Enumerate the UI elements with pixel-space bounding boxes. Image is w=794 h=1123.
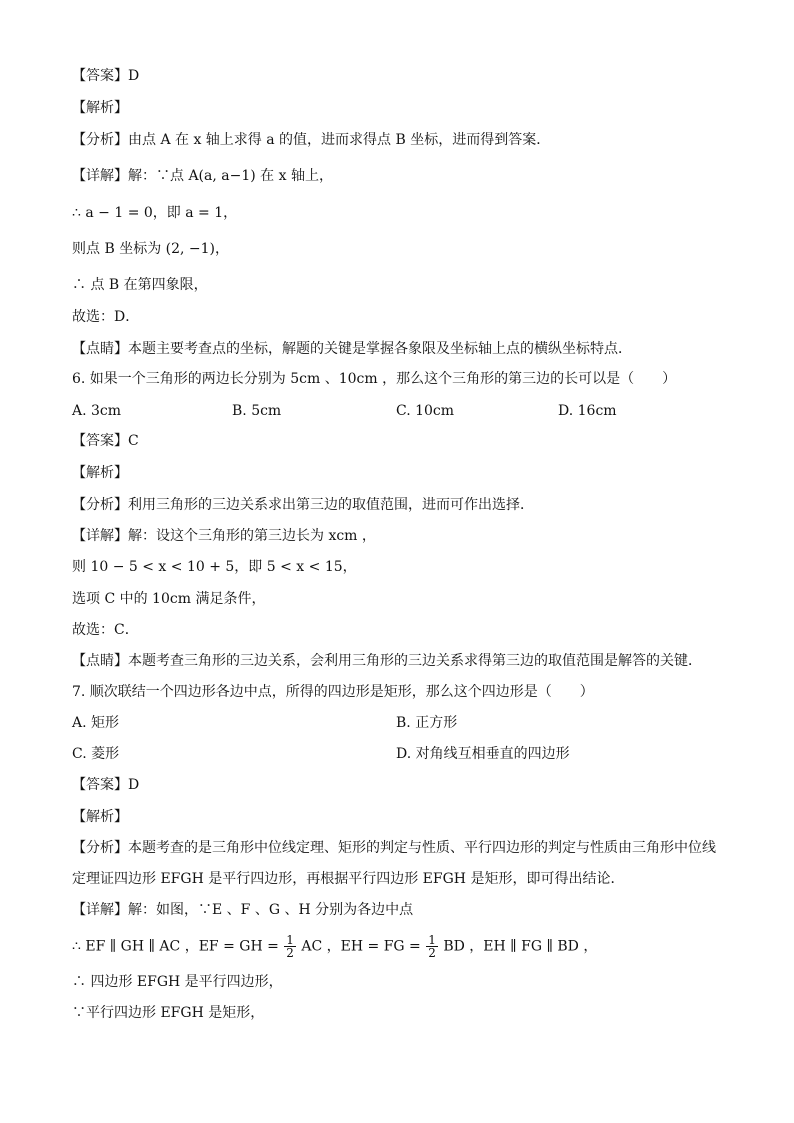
fraction-denominator: 2 xyxy=(428,946,436,960)
q6-comment: 【点睛】本题考查三角形的三边关系，会利用三角形的三边关系求得第三边的取值范围是解答的关键． xyxy=(72,653,702,669)
q6-question: 6. 如果一个三角形的两边长分别为 5cm 、10cm ，那么这个三角形的第三边的长可以是（ ） xyxy=(72,371,677,387)
q7-detail-2 xyxy=(72,934,597,959)
q6-choice: 故选：C． xyxy=(72,622,139,638)
q7-answer: 【答案】D xyxy=(72,777,140,793)
q5-choice: 故选：D． xyxy=(72,309,140,325)
q7-detail-4: ∵平行四边形 EFGH 是矩形， xyxy=(72,1005,265,1021)
q5-answer: 【答案】D xyxy=(72,68,140,84)
q5-detail-1: 【详解】解：∵点 A(a, a−1) 在 x 轴上， xyxy=(72,168,333,184)
fraction-denominator: 2 xyxy=(286,946,294,960)
fraction-half-1 xyxy=(284,934,296,959)
q5-detail-2: ∴ a − 1 = 0，即 a = 1， xyxy=(72,205,238,221)
q7-detail-2-part-b: AC ，EH = FG = xyxy=(301,938,421,955)
q7-analysis-1: 【分析】本题考查的是三角形中位线定理、矩形的判定与性质、平行四边形的判定与性质由三角形中位线 xyxy=(72,840,716,856)
q6-option-c: C. 10cm xyxy=(396,403,455,419)
fraction-numerator: 1 xyxy=(428,933,436,947)
q5-comment: 【点睛】本题主要考查点的坐标，解题的关键是掌握各象限及坐标轴上点的横纵坐标特点． xyxy=(72,341,632,357)
q6-analysis-heading: 【解析】 xyxy=(72,465,128,481)
fraction-numerator: 1 xyxy=(286,933,294,947)
q5-analysis: 【分析】由点 A 在 x 轴上求得 a 的值，进而求得点 B 坐标，进而得到答案． xyxy=(72,132,551,148)
q7-question: 7. 顺次联结一个四边形各边中点，所得的四边形是矩形，那么这个四边形是（ ） xyxy=(72,684,594,700)
q5-detail-3: 则点 B 坐标为 (2, −1)， xyxy=(72,241,230,257)
q6-option-d: D. 16cm xyxy=(558,403,617,419)
q7-option-c: C. 菱形 xyxy=(72,746,120,762)
q6-answer: 【答案】C xyxy=(72,433,139,449)
q6-analysis: 【分析】利用三角形的三边关系求出第三边的取值范围，进而可作出选择． xyxy=(72,497,534,513)
q7-detail-3: ∴ 四边形 EFGH 是平行四边形， xyxy=(72,974,283,990)
q7-detail-1: 【详解】解：如图，∵E 、F 、G 、H 分别为各边中点 xyxy=(72,902,414,918)
q7-detail-2-part-c: BD ，EH ∥ FG ∥ BD ， xyxy=(443,938,598,955)
q7-option-d: D. 对角线互相垂直的四边形 xyxy=(396,746,570,762)
q6-detail-2: 则 10 − 5 < x < 10 + 5，即 5 < x < 15， xyxy=(72,559,357,575)
q5-detail-4: ∴ 点 B 在第四象限， xyxy=(72,277,208,293)
q6-detail-1: 【详解】解：设这个三角形的第三边长为 xcm ， xyxy=(72,528,376,544)
fraction-half-2 xyxy=(426,934,438,959)
q7-detail-2-part-a: ∴ EF ∥ GH ∥ AC ，EF = GH = xyxy=(72,938,279,955)
q6-option-a: A. 3cm xyxy=(72,403,122,419)
q7-option-b: B. 正方形 xyxy=(396,715,458,731)
q6-detail-3: 选项 C 中的 10cm 满足条件， xyxy=(72,591,266,607)
q6-option-b: B. 5cm xyxy=(232,403,282,419)
q5-analysis-heading: 【解析】 xyxy=(72,100,128,116)
q7-option-a: A. 矩形 xyxy=(72,715,120,731)
q7-analysis-2: 定理证四边形 EFGH 是平行四边形，再根据平行四边形 EFGH 是矩形，即可得出结论． xyxy=(72,871,625,887)
q7-analysis-heading: 【解析】 xyxy=(72,809,128,825)
